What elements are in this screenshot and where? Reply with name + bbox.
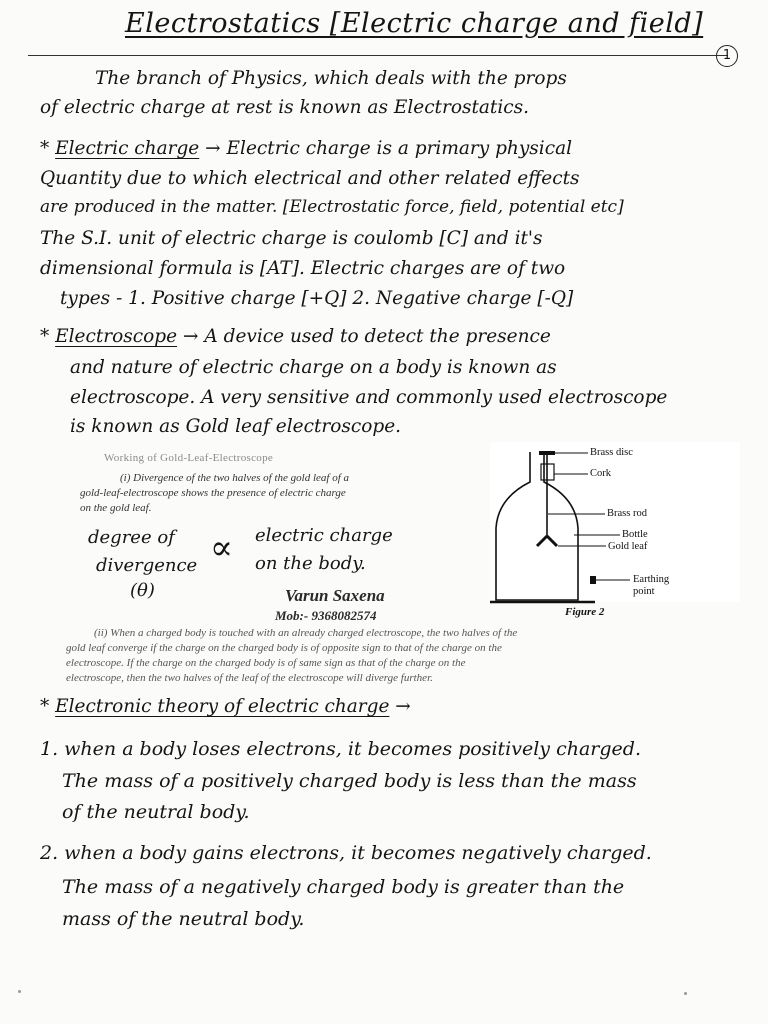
proportion-left-3: (θ) (130, 580, 155, 601)
electroscope-line-2: and nature of electric charge on a body is known as (70, 357, 557, 378)
brass-disc-shape (539, 451, 555, 455)
proportional-symbol: ∝ (210, 528, 234, 568)
proportion-left-2: divergence (96, 555, 198, 576)
theory-p2-line-1: 2. when a body gains electrons, it becomes negatively charged. (40, 842, 652, 864)
theory-p1-line-2: The mass of a positively charged body is less than the mass (62, 770, 637, 792)
charge-line-3: are produced in the matter. [Electrostatic force, field, potential etc] (40, 197, 624, 217)
charge-line-6: types - 1. Positive charge [+Q] 2. Negative charge [-Q] (60, 288, 574, 309)
page-number: 1 (716, 45, 738, 67)
title-rule (28, 55, 728, 56)
label-earthing-2: point (633, 586, 655, 597)
figure-caption: Figure 2 (565, 606, 605, 618)
printed-p1-line-3: on the gold leaf. (80, 502, 152, 514)
label-earthing-1: Earthing (633, 574, 670, 585)
arrow-icon: → (395, 696, 411, 717)
printed-p2-line-2: gold leaf converge if the charge on the charged body is of opposite sign to that of the charge on the (66, 642, 502, 654)
proportion-right-2: on the body. (255, 553, 366, 574)
bullet-star: * (40, 696, 50, 717)
printed-p2-line-3: electroscope. If the charge on the charged body is of same sign as that of the charge on the (66, 657, 466, 669)
section-heading-electric-charge: Electric charge (55, 138, 200, 159)
section-heading-electroscope: Electroscope (55, 326, 178, 347)
proportion-left-1: degree of (88, 527, 175, 548)
author-name: Varun Saxena (285, 586, 385, 605)
printed-p1-line-2: gold-leaf-electroscope shows the presence of electric charge (80, 487, 346, 499)
intro-line-2: of electric charge at rest is known as Electrostatics. (40, 97, 530, 118)
paper-speck (684, 992, 687, 995)
author-mobile: Mob:- 9368082574 (275, 608, 377, 623)
electroscope-line-3: electroscope. A very sensitive and commonly used electroscope (70, 387, 668, 408)
label-cork: Cork (590, 468, 611, 479)
bullet-star: * (40, 326, 50, 347)
earthing-point-shape (590, 576, 596, 584)
proportion-right-1: electric charge (255, 525, 393, 546)
theory-p2-line-3: mass of the neutral body. (62, 908, 305, 930)
label-brass-disc: Brass disc (590, 447, 633, 458)
bullet-star: * (40, 138, 50, 159)
label-bottle: Bottle (622, 529, 648, 540)
paper-speck (18, 990, 21, 993)
charge-line-4: The S.I. unit of electric charge is coulomb [C] and it's (40, 228, 543, 249)
section-text: Electric charge is a primary physical (226, 138, 573, 159)
intro-line-1: The branch of Physics, which deals with the props (95, 68, 567, 89)
printed-p2-line-1: (ii) When a charged body is touched with an already charged electroscope, the two halves of the (94, 627, 518, 639)
electroscope-figure (480, 440, 750, 610)
section-heading-electronic-theory: Electronic theory of electric charge (55, 696, 390, 717)
printed-heading: Working of Gold-Leaf-Electroscope (104, 452, 274, 464)
figure-background (490, 442, 740, 602)
section-electric-charge (40, 138, 572, 159)
charge-line-5: dimensional formula is [AT]. Electric charges are of two (40, 258, 566, 279)
printed-p2-line-4: electroscope, then the two halves of the leaf of the electroscope will diverge further. (66, 672, 433, 684)
charge-line-2: Quantity due to which electrical and other related effects (40, 168, 580, 189)
section-text: A device used to detect the presence (204, 326, 551, 347)
section-electroscope (40, 326, 551, 347)
theory-p2-line-2: The mass of a negatively charged body is greater than the (62, 876, 625, 898)
theory-p1-line-3: of the neutral body. (62, 801, 250, 823)
arrow-icon: → (182, 326, 199, 347)
electroscope-line-4: is known as Gold leaf electroscope. (70, 416, 402, 437)
printed-p1-line-1: (i) Divergence of the two halves of the gold leaf of a (120, 472, 350, 484)
theory-p1-line-1: 1. when a body loses electrons, it becomes positively charged. (40, 738, 641, 760)
label-brass-rod: Brass rod (607, 508, 647, 519)
arrow-icon: → (205, 138, 221, 159)
label-gold-leaf: Gold leaf (608, 541, 648, 552)
section-electronic-theory (40, 696, 411, 717)
page-title: Electrostatics [Electric charge and field] (125, 8, 704, 39)
